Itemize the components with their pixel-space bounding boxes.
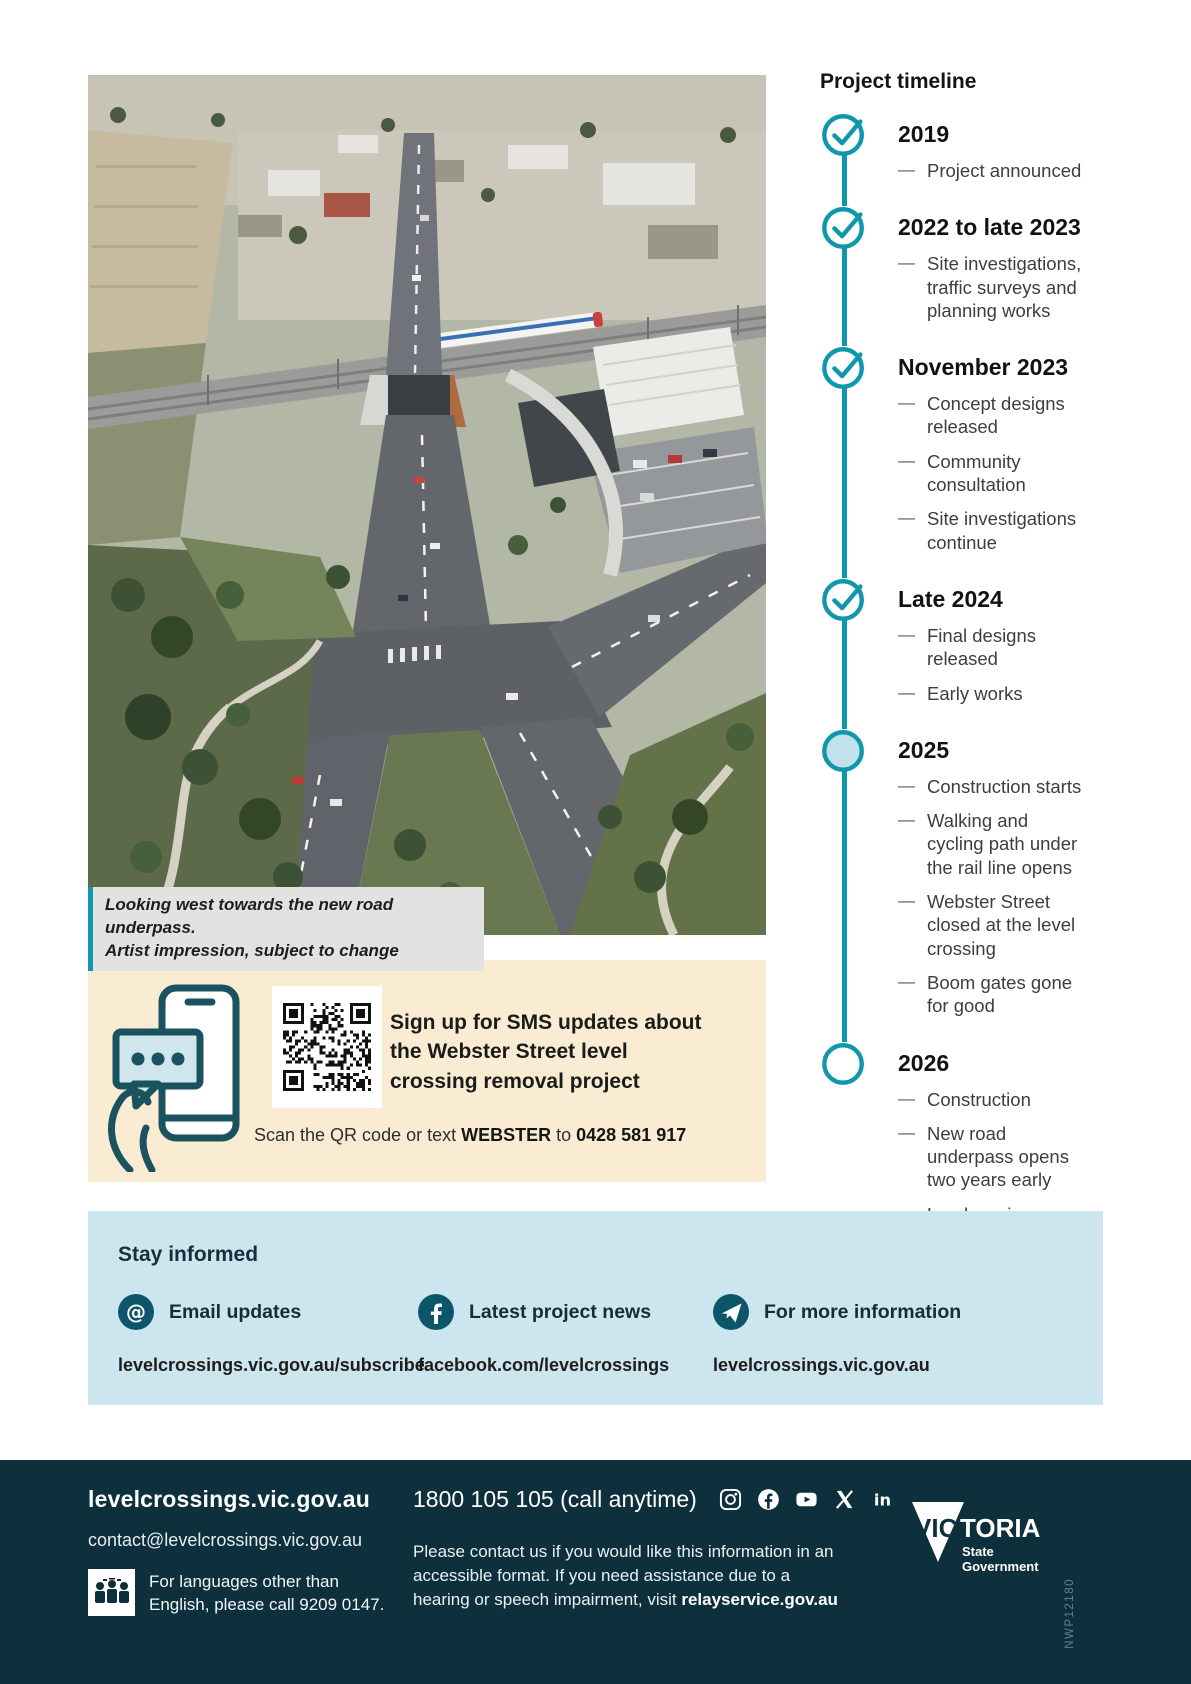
timeline-connector: [842, 620, 847, 729]
stay-informed-channel: [118, 1293, 425, 1376]
aerial-render: [88, 75, 766, 935]
sms-instruction-mid: to: [551, 1125, 577, 1145]
instagram-icon[interactable]: [719, 1488, 742, 1511]
footer-email-link[interactable]: contact@levelcrossings.vic.gov.au: [88, 1530, 363, 1550]
timeline-item: — Boom gates gone for good: [898, 971, 1089, 1018]
channel-label: Latest project news: [469, 1300, 652, 1323]
milestone-circle: [820, 575, 868, 623]
milestone-year: 2022 to late 2023: [898, 214, 1081, 241]
logo-text-state: State: [962, 1544, 994, 1559]
linkedin-icon[interactable]: [871, 1488, 894, 1511]
sms-signup-panel: [88, 960, 766, 1182]
sms-instruction: [254, 1125, 686, 1146]
paper-plane-icon: [713, 1294, 749, 1330]
milestone-year: Late 2024: [898, 585, 1003, 612]
facebook-icon: [418, 1294, 454, 1330]
timeline-milestone: [820, 726, 1110, 1039]
timeline-milestone: [820, 575, 1110, 726]
stay-informed-panel: [88, 1211, 1103, 1405]
stay-informed-title: Stay informed: [118, 1243, 259, 1266]
timeline-item: — Project announced: [898, 159, 1081, 182]
milestone-year: 2025: [898, 736, 950, 763]
timeline-connector: [842, 388, 847, 578]
channel-url[interactable]: levelcrossings.vic.gov.au/subscribe: [118, 1355, 425, 1375]
project-timeline: [820, 70, 1110, 1287]
svg-text:in: in: [873, 1490, 891, 1510]
milestone-circle: [820, 343, 868, 391]
timeline-list: [820, 110, 1110, 1247]
timeline-title: Project timeline: [820, 70, 977, 93]
facebook-icon[interactable]: [757, 1488, 780, 1511]
footer-website-link[interactable]: levelcrossings.vic.gov.au: [88, 1486, 370, 1512]
stay-informed-channels: [118, 1293, 1103, 1376]
logo-text-toria: TORIA: [960, 1513, 1041, 1543]
victoria-state-government-logo: [898, 1498, 1068, 1580]
stay-informed-channel: [418, 1293, 713, 1376]
milestone-circle: [820, 726, 868, 774]
image-caption: [88, 887, 484, 971]
timeline-connector: [842, 155, 847, 206]
milestone-year: November 2023: [898, 354, 1069, 381]
milestone-circle: [820, 1039, 868, 1087]
channel-label: For more information: [764, 1300, 962, 1323]
timeline-item: — Site investigations continue: [898, 507, 1089, 554]
timeline-item: — Community consultation: [898, 450, 1089, 497]
footer: [0, 1460, 1191, 1684]
channel-url[interactable]: levelcrossings.vic.gov.au: [713, 1355, 930, 1375]
caption-line-2: Artist impression, subject to change: [105, 940, 399, 960]
social-icons: [719, 1488, 894, 1511]
timeline-milestone: [820, 203, 1110, 343]
timeline-item: — Webster Street closed at the level crossing: [898, 890, 1089, 960]
publication-code: NWP12180: [1064, 1578, 1076, 1649]
sms-phone-number: 0428 581 917: [576, 1125, 687, 1145]
relayservice-link[interactable]: relayservice.gov.au: [681, 1590, 838, 1610]
logo-text-government: Government: [962, 1559, 1039, 1574]
sms-instruction-prefix: Scan the QR code or text: [254, 1125, 462, 1145]
channel-url[interactable]: facebook.com/levelcrossings: [418, 1355, 670, 1375]
sms-keyword: WEBSTER: [461, 1125, 552, 1145]
logo-text-vic: VIC: [914, 1513, 958, 1543]
timeline-item: — Construction starts: [898, 775, 1089, 798]
timeline-item: — New road underpass opens two years early: [898, 1122, 1089, 1192]
qr-code: [272, 986, 382, 1108]
artist-impression-image: [88, 75, 766, 935]
milestone-year: 2026: [898, 1049, 950, 1076]
youtube-icon[interactable]: [795, 1488, 818, 1511]
footer-accessibility-note: [413, 1540, 845, 1612]
timeline-connector: [842, 248, 847, 346]
timeline-item: — Final designs released: [898, 624, 1089, 671]
milestone-circle: [820, 203, 868, 251]
channel-label: Email updates: [169, 1300, 302, 1323]
footer-contact-block: [88, 1486, 388, 1617]
milestone-circle: [820, 110, 868, 158]
at-icon: [118, 1294, 154, 1330]
svg-text:@: @: [126, 1300, 146, 1324]
stay-informed-channel: [713, 1293, 1073, 1376]
timeline-item: — Construction: [898, 1088, 1089, 1111]
timeline-item: — Concept designs released: [898, 392, 1089, 439]
x-icon[interactable]: [833, 1488, 856, 1511]
interpreter-icon: [88, 1569, 135, 1616]
timeline-item: — Walking and cycling path under the rail line opens: [898, 809, 1089, 879]
sms-heading: Sign up for SMS updates about the Webster Street level crossing removal project: [390, 1011, 702, 1093]
timeline-milestone: [820, 110, 1110, 203]
timeline-item: — Site investigations, traffic surveys and planning works: [898, 252, 1089, 322]
accessibility-text: Please contact us if you would like this information in an accessible format. If you need assistance due to a hearing or speech impairment, visit: [413, 1542, 834, 1610]
footer-languages-note: For languages other than English, please call 9209 0147.: [149, 1572, 385, 1614]
footer-info-block: [413, 1486, 891, 1612]
milestone-year: 2019: [898, 121, 950, 147]
phone-sms-icon: [100, 980, 252, 1172]
timeline-milestone: [820, 343, 1110, 575]
footer-phone-number[interactable]: 1800 105 105 (call anytime): [413, 1486, 697, 1512]
timeline-connector: [842, 771, 847, 1042]
caption-line-1: Looking west towards the new road underpass.: [105, 895, 394, 937]
timeline-item: — Early works: [898, 682, 1089, 705]
